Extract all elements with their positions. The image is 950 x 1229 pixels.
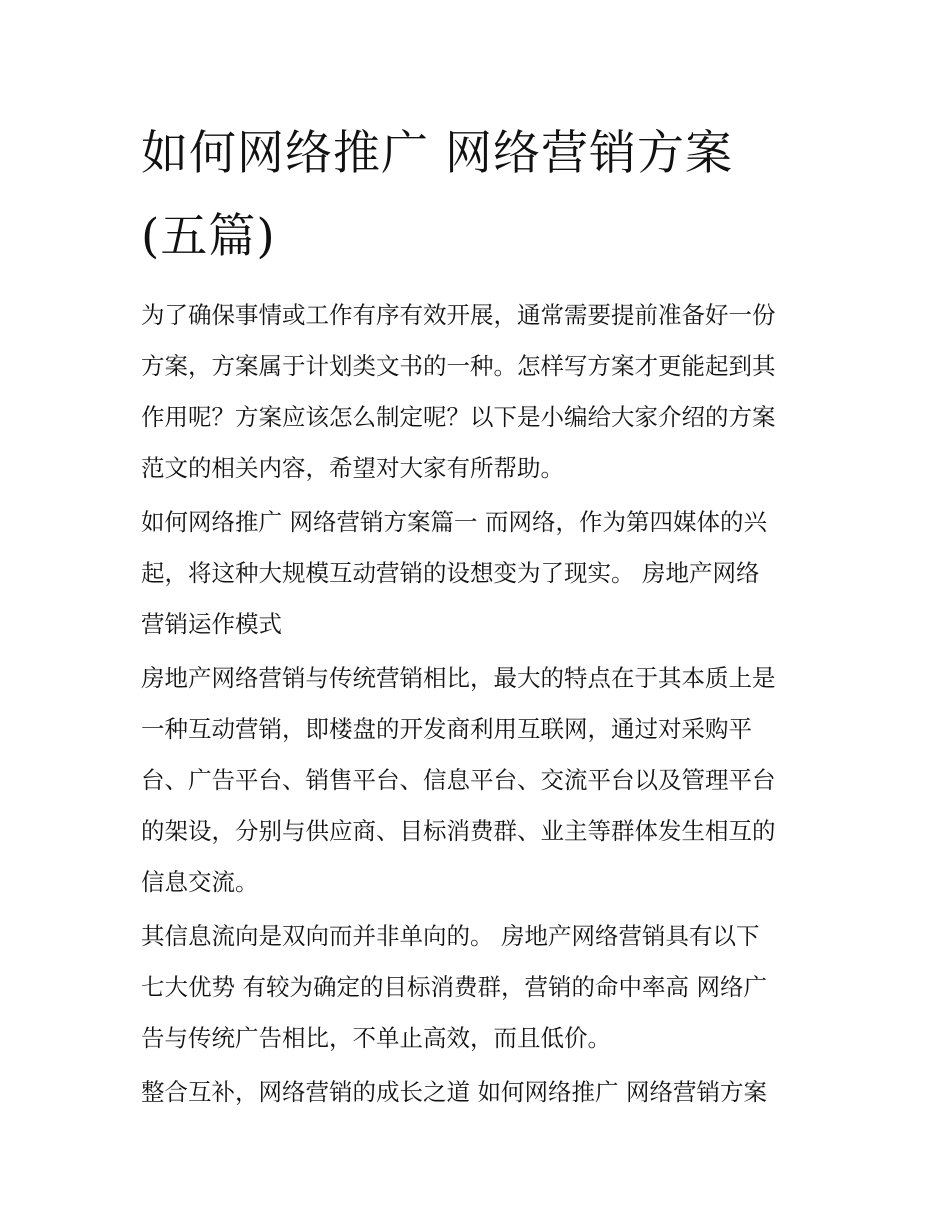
paragraph-section-one xyxy=(141,497,815,650)
paragraph-line: 为了确保事情或工作有序有效开展，通常需要提前准备好一份 xyxy=(141,301,776,329)
title-line: (五篇) xyxy=(141,209,276,264)
paragraph-intro xyxy=(141,290,815,494)
paragraph-line: 信息交流。 xyxy=(141,868,259,896)
paragraph-line: 范文的相关内容，希望对大家有所帮助。 xyxy=(141,454,564,482)
paragraph-line: 方案，方案属于计划类文书的一种。怎样写方案才更能起到其 xyxy=(141,352,776,380)
paragraph-line: 台、广告平台、销售平台、信息平台、交流平台以及管理平台 xyxy=(141,766,776,794)
paragraph-advantages xyxy=(141,911,815,1064)
document-body xyxy=(141,290,815,1118)
paragraph-integration xyxy=(141,1067,815,1118)
paragraph-line: 营销运作模式 xyxy=(141,610,282,638)
paragraph-line: 如何网络推广 网络营销方案篇一 而网络，作为第四媒体的兴 xyxy=(141,508,767,536)
paragraph-line: 告与传统广告相比，不单止高效，而且低价。 xyxy=(141,1024,611,1052)
title-line: 如何网络推广 网络营销方案 xyxy=(141,126,733,181)
paragraph-line: 整合互补，网络营销的成长之道 如何网络推广 网络营销方案 xyxy=(141,1078,767,1106)
paragraph-comparison xyxy=(141,653,815,908)
paragraph-line: 的架设，分别与供应商、目标消费群、业主等群体发生相互的 xyxy=(141,817,776,845)
paragraph-line: 七大优势 有较为确定的目标消费群，营销的命中率高 网络广 xyxy=(141,973,767,1001)
paragraph-line: 起，将这种大规模互动营销的设想变为了现实。 房地产网络 xyxy=(141,559,760,587)
paragraph-line: 房地产网络营销与传统营销相比，最大的特点在于其本质上是 xyxy=(141,664,776,692)
document-title xyxy=(141,112,815,278)
paragraph-line: 其信息流向是双向而并非单向的。 房地产网络营销具有以下 xyxy=(141,922,760,950)
paragraph-line: 作用呢？方案应该怎么制定呢？以下是小编给大家介绍的方案 xyxy=(141,403,776,431)
document-content xyxy=(141,112,815,1121)
paragraph-line: 一种互动营销，即楼盘的开发商利用互联网，通过对采购平 xyxy=(141,715,752,743)
